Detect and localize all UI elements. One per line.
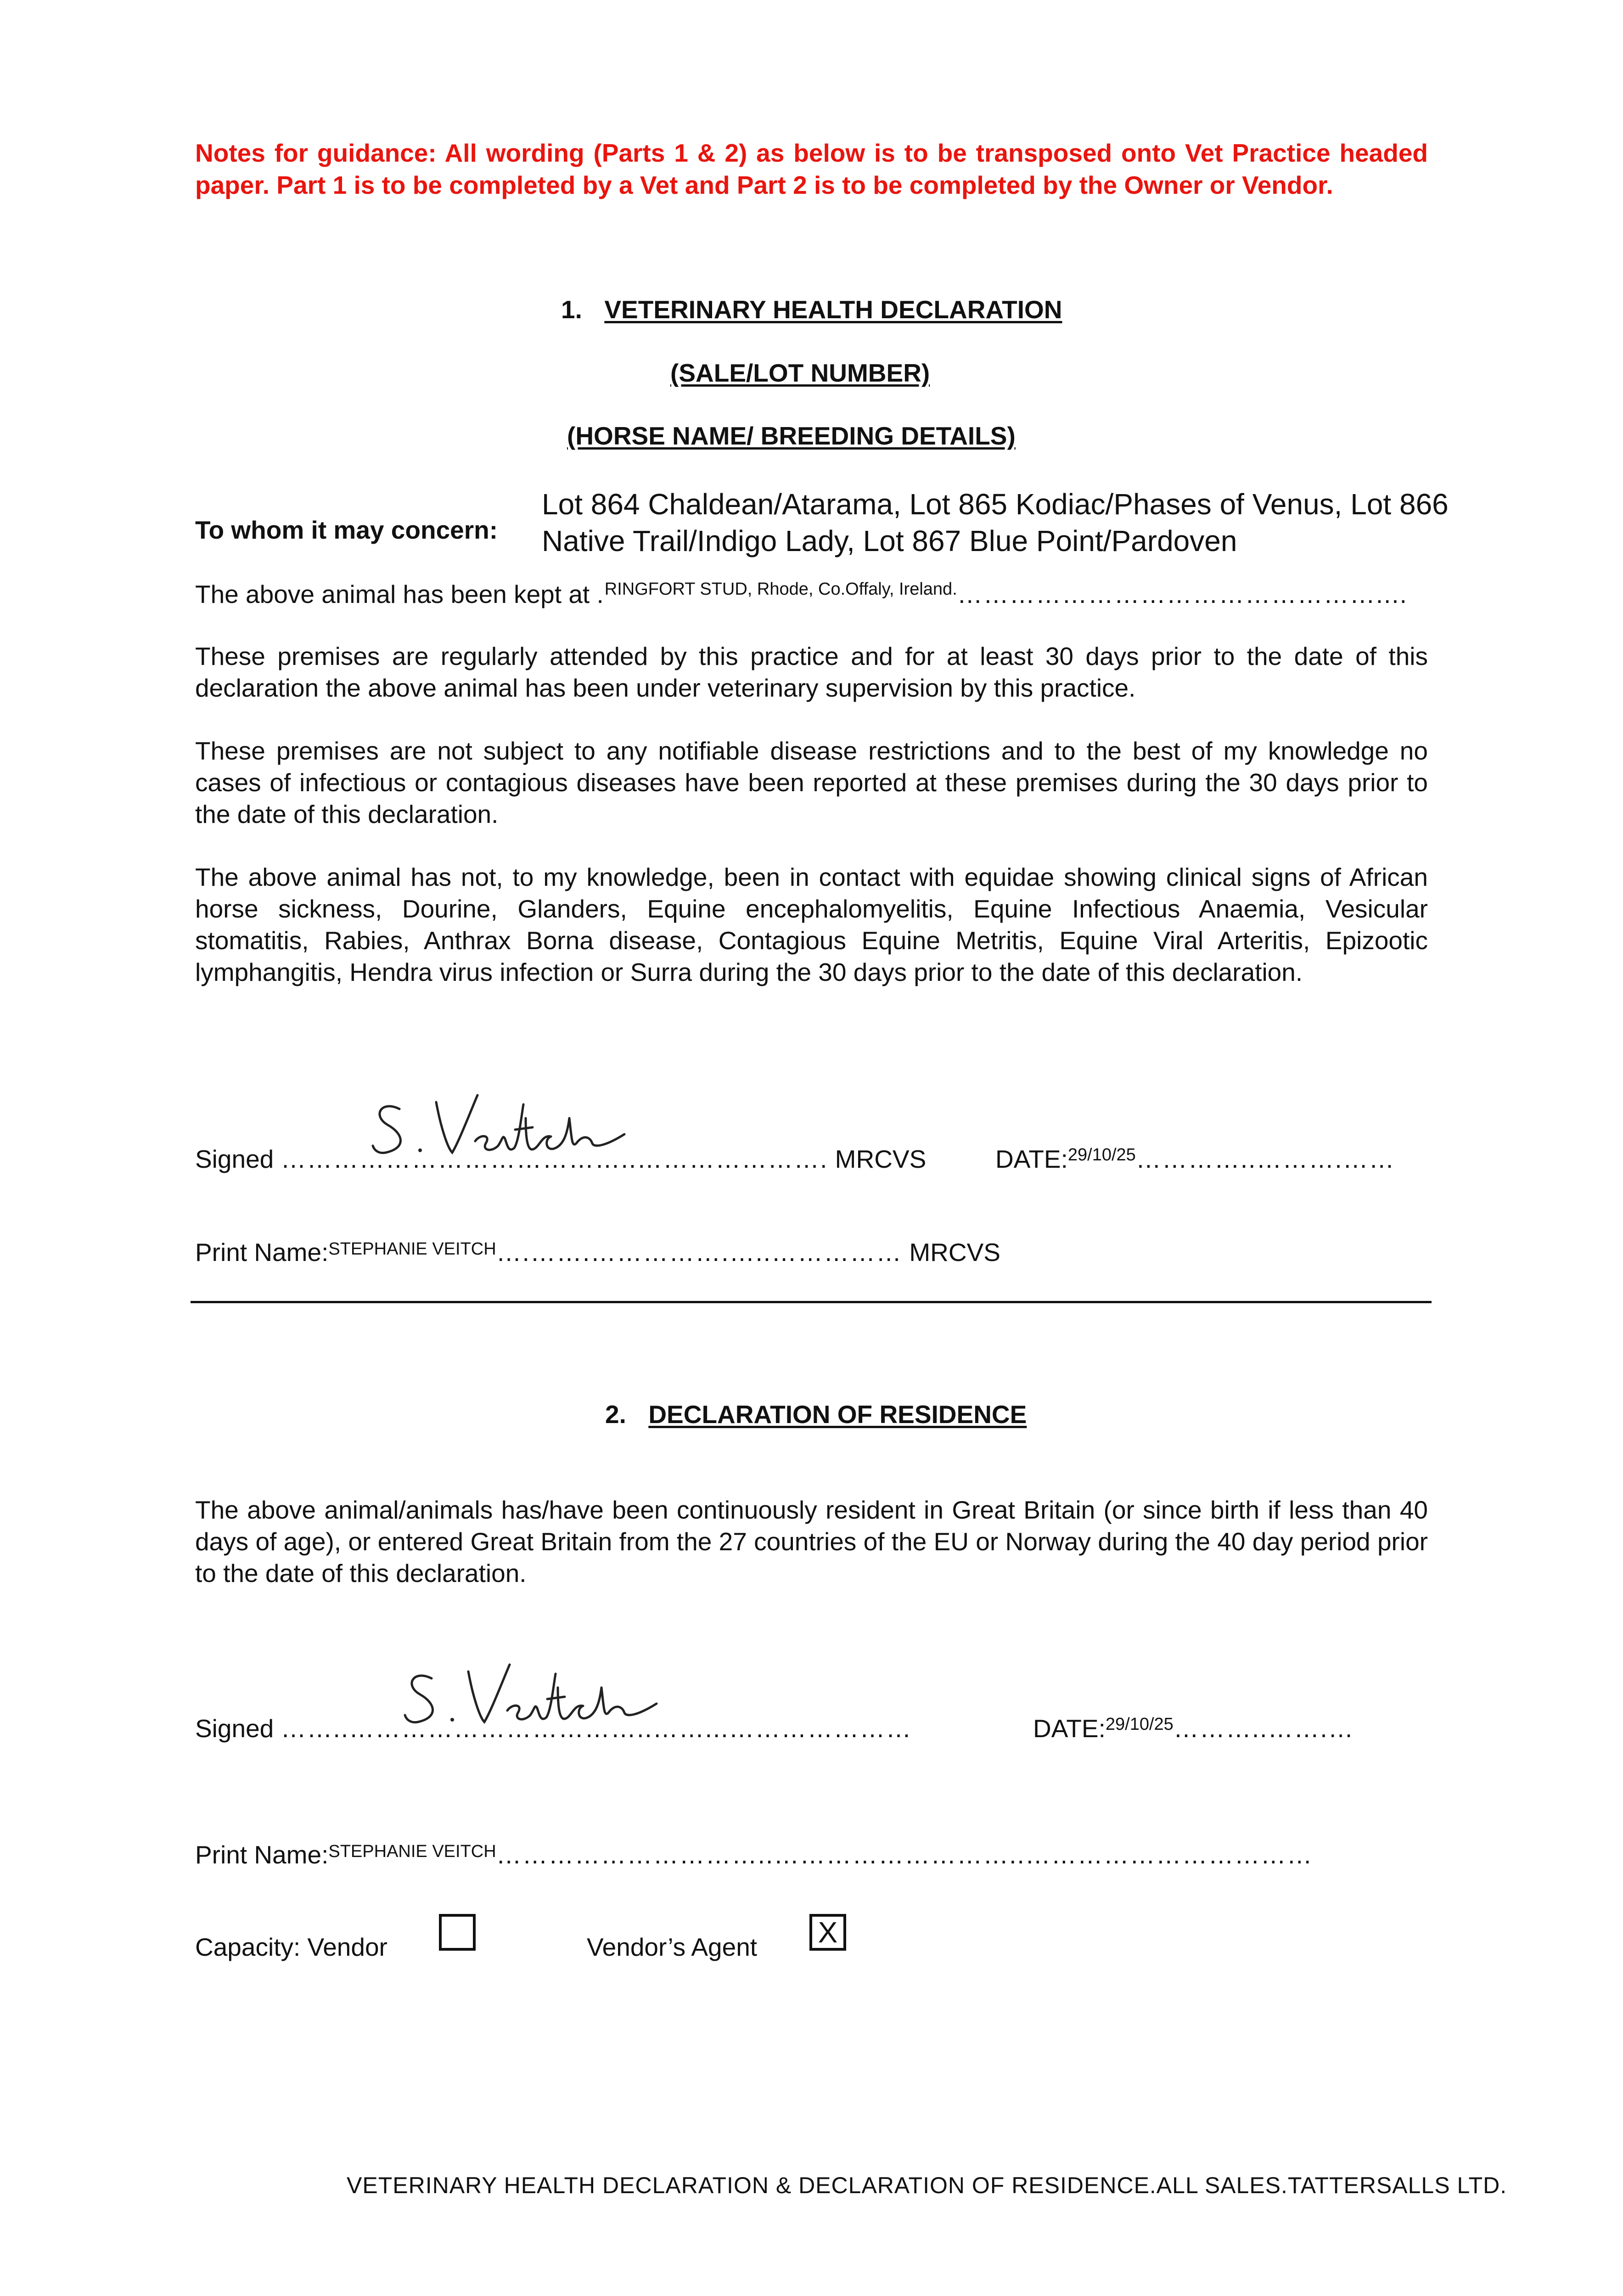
section-divider	[191, 1301, 1432, 1303]
date-value-2: 29/10/25	[1105, 1715, 1174, 1734]
horse-details-text	[542, 486, 1449, 559]
mrcvs-label: MRCVS	[835, 1145, 927, 1173]
print-name-label-2: Print Name:	[195, 1840, 329, 1869]
horse-details-line1: Lot 864 Chaldean/Atarama, Lot 865 Kodiac/Phases of Venus, Lot 866	[542, 488, 1449, 521]
vet-print-name-row: Print Name:$^{STEPHANIE VEITCH}$….…….…………….…..…………… MRCVS	[195, 1238, 1000, 1266]
owner-date-row: DATE:$^{29/10/25}$………..…….…	[1033, 1714, 1354, 1743]
vendor-agent-check-mark: X	[818, 1916, 838, 1949]
kept-at-value: RINGFORT STUD, Rhode, Co.Offaly, Ireland.	[604, 580, 957, 599]
vendor-agent-label: Vendor’s Agent	[587, 1933, 758, 1961]
part2-heading	[605, 1400, 1027, 1429]
owner-signed-row: Signed ……..……………………………..……...…………………	[195, 1714, 912, 1743]
date-label-2: DATE:	[1033, 1714, 1106, 1743]
paragraph-notifiable: These premises are not subject to any notifiable disease restrictions and to the best of my knowledge no cases of infectious or contagious diseases have been reported at these premises during the 30 days prior to the date of this declaration.	[195, 737, 1428, 828]
mrcvs-label-2: MRCVS	[909, 1238, 1000, 1266]
guidance-note: Notes for guidance: All wording (Parts 1 & 2) as below is to be transposed onto Vet Practice headed paper. Part 1 is to be completed by a Vet and Part 2 is to be completed by the Owner or Vendor.	[195, 139, 1428, 199]
page-footer: VETERINARY HEALTH DECLARATION & DECLARATION OF RESIDENCE.ALL SALES.TATTERSALLS LTD.	[347, 2172, 1507, 2198]
date-value: 29/10/25	[1067, 1145, 1136, 1165]
kept-at-label: The above animal has been kept at	[195, 580, 590, 608]
part2-number: 2.	[605, 1400, 626, 1429]
paragraph-residence: The above animal/animals has/have been continuously resident in Great Britain (or since birth if less than 40 days of age), or entered Great Britain from the 27 countries of the EU or Norway during the 40 day period prior to the date of this declaration.	[195, 1496, 1428, 1587]
vet-signed-row: Signed …………………………………..…………………. MRCVS	[195, 1145, 927, 1173]
paragraph-contact: The above animal has not, to my knowledge, been in contact with equidae showing clinical signs of African horse sickness, Dourine, Glanders, Equine encephalomyelitis, Equine Infectious Anaemia, Vesicular stomatitis, Rabies, Anthrax Borna disease, Contagious Equine Metritis, Equine Viral Arteritis, Epizootic lymphangitis, Hendra virus infection or Surra during the 30 days prior to the date of this declaration.	[195, 863, 1428, 986]
capacity-label: Capacity: Vendor	[195, 1933, 387, 1961]
to-whom-label: To whom it may concern:	[195, 516, 498, 544]
kept-at-row: The above animal has been kept at .$^{RINGFORT STUD, Rhode, Co.Offaly, Ireland.}$…………………………………………....	[195, 580, 1408, 608]
owner-print-name-row: Print Name:$^{STEPHANIE VEITCH}$…………………………..………………………..……………………………	[195, 1840, 1313, 1869]
part1-title: VETERINARY HEALTH DECLARATION	[604, 295, 1062, 324]
paragraph-supervision: These premises are regularly attended by this practice and for at least 30 days prior to the date of this declaration the above animal has been under veterinary supervision by this practice.	[195, 642, 1428, 702]
part1-heading	[561, 295, 1062, 324]
date-label: DATE:	[995, 1145, 1068, 1173]
vet-date-row: DATE:$^{29/10/25}$…………..……….……	[995, 1145, 1395, 1173]
part2-title: DECLARATION OF RESIDENCE	[648, 1400, 1027, 1429]
sale-lot-heading: (SALE/LOT NUMBER)	[670, 359, 930, 387]
part1-number: 1.	[561, 295, 582, 324]
vendor-agent-checkbox[interactable]	[809, 1914, 846, 1951]
print-name-value: STEPHANIE VEITCH	[328, 1239, 496, 1259]
horse-details-heading: (HORSE NAME/ BREEDING DETAILS)	[567, 422, 1016, 450]
print-name-value-2: STEPHANIE VEITCH	[328, 1842, 496, 1861]
print-name-label: Print Name:	[195, 1238, 329, 1266]
horse-details-line2: Native Trail/Indigo Lady, Lot 867 Blue Point/Pardoven	[542, 524, 1237, 557]
signed-label: Signed	[195, 1145, 274, 1173]
signed-label-2: Signed	[195, 1714, 274, 1743]
vendor-checkbox[interactable]	[439, 1914, 476, 1951]
